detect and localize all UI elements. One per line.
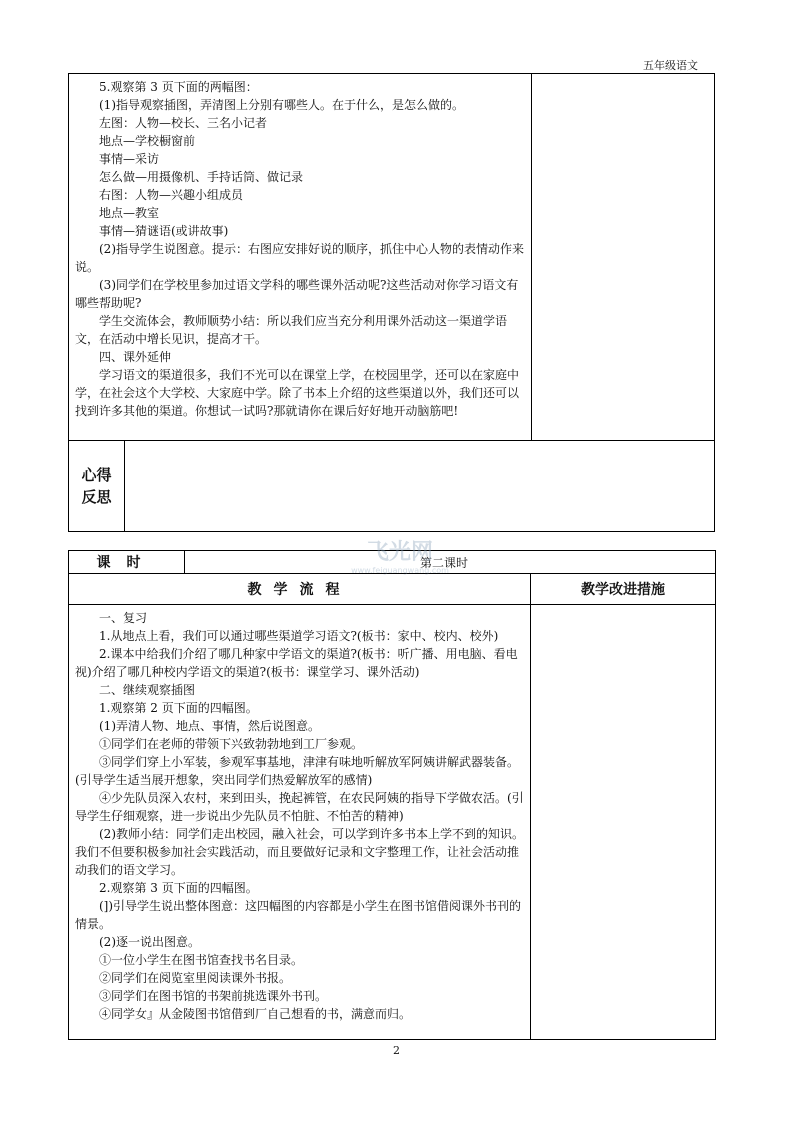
- bottom-line: 2.观察第 3 页下面的四幅图。: [99, 881, 258, 895]
- second-lesson-table: [68, 550, 716, 1040]
- top-line: (3)同学们在学校里参加过语文学科的哪些课外活动呢?这些活动对你学习语文有哪些帮助呢?: [75, 278, 519, 310]
- watermark-url: www.feiguangwang.com: [351, 566, 449, 575]
- improve-header: 教学改进措施: [531, 574, 716, 605]
- bottom-line: 1.观察第 2 页下面的四幅图。: [99, 701, 258, 715]
- bottom-line: ①一位小学生在图书馆查找书名目录。: [99, 953, 304, 967]
- flow-content-text: [69, 605, 530, 1023]
- top-flow-text: [69, 74, 531, 420]
- top-line: 左图：人物—校长、三名小记者: [99, 116, 268, 130]
- top-lesson-table: [68, 73, 715, 441]
- bottom-line: ②同学们在阅览室里阅读课外书报。: [99, 971, 292, 985]
- bottom-line: ①同学们在老师的带领下兴致勃勃地到工厂参观。: [99, 737, 364, 751]
- top-line: 地点—学校橱窗前: [99, 134, 196, 148]
- bottom-line: ④同学女』从金陵图书馆借到厂自己想看的书，满意而归。: [99, 1007, 412, 1021]
- page-number: 2: [393, 1044, 400, 1057]
- flow-header: 教学流程: [69, 574, 531, 605]
- watermark-title: 飞光网: [366, 540, 434, 565]
- top-line: 四、课外延伸: [99, 350, 172, 364]
- bottom-line: (1)弄清人物、地点、事情，然后说图意。: [99, 719, 320, 733]
- reflection-table: [68, 440, 715, 532]
- bottom-line: ③同学们在图书馆的书架前挑选课外书刊。: [99, 989, 328, 1003]
- improve-content-cell: [531, 605, 716, 1040]
- top-line: (1)指导观察插图，弄清图上分别有哪些人。在于什么，是怎么做的。: [99, 98, 465, 112]
- bottom-line: (2)逐一说出图意。: [99, 935, 200, 949]
- top-line: 学习语文的渠道很多，我们不光可以在课堂上学，在校园里学，还可以在家庭中学，在社会这个大学校、大家庭中学。除了书本上介绍的这些渠道以外，我们还可以找到许多其他的渠道。你想试一试吗?那就请你在课后好好地开动脑筋吧!: [75, 368, 520, 418]
- top-flow-cell: [69, 74, 532, 441]
- watermark-logo: [330, 535, 470, 581]
- top-line: 学生交流体会，教师顺势小结：所以我们应当充分利用课外活动这一渠道学语文，在活动中增长见识，提高才干。: [75, 314, 508, 346]
- bottom-line: (2)教师小结：同学们走出校园，融入社会，可以学到许多书本上学不到的知识。我们不但要积极参加社会实践活动，而且要做好记录和文字整理工作，让社会活动推动我们的语文学习。: [75, 827, 525, 877]
- top-improve-cell: [532, 74, 715, 441]
- top-line: 地点—教室: [99, 206, 160, 220]
- bottom-line: 一、复习: [99, 611, 148, 625]
- bottom-line: 2.课本中给我们介绍了哪几种家中学语文的渠道?(板书：听广播、用电脑、看电视)介绍了哪几种校内学语文的渠道?(板书：课堂学习、课外活动): [75, 647, 518, 679]
- header-grade-subject: 五年级语文: [643, 59, 698, 72]
- period-label: 课时: [69, 551, 185, 574]
- reflection-label-line1: 心得: [81, 466, 112, 484]
- top-line: 右图：人物—兴趣小组成员: [99, 188, 244, 202]
- reflection-content-cell: [125, 441, 715, 532]
- bottom-line: 二、继续观察插图: [99, 683, 196, 697]
- top-line: 事情—猜谜语(或讲故事): [99, 224, 229, 238]
- top-line: 事情—采访: [99, 152, 160, 166]
- bottom-line: ③同学们穿上小军装，参观军事基地，津津有味地听解放军阿姨讲解武器装备。(引导学生适当展开想象，突出同学们热爱解放军的感情): [75, 755, 520, 787]
- reflection-label-line2: 反思: [81, 488, 112, 506]
- flow-content-cell: [69, 605, 531, 1040]
- bottom-line: ④少先队员深入农村，来到田头，挽起裤管，在农民阿姨的指导下学做农活。(引导学生仔细观察，进一步说出少先队员不怕脏、不怕苦的精神): [75, 791, 524, 823]
- period-value: 第二课时: [420, 556, 469, 570]
- top-line: 5.观察第 3 页下面的两幅图：: [99, 80, 258, 94]
- bottom-line: (])引导学生说出整体图意：这四幅图的内容都是小学生在图书馆借阅课外书刊的情景。: [75, 899, 522, 931]
- reflection-label: [69, 441, 125, 532]
- top-line: (2)指导学生说图意。提示：右图应安排好说的顺序，抓住中心人物的表情动作来说。: [75, 242, 525, 274]
- top-line: 怎么做—用摄像机、手持话筒、做记录: [99, 170, 304, 184]
- bottom-line: 1.从地点上看，我们可以通过哪些渠道学习语文?(板书：家中、校内、校外): [99, 629, 499, 643]
